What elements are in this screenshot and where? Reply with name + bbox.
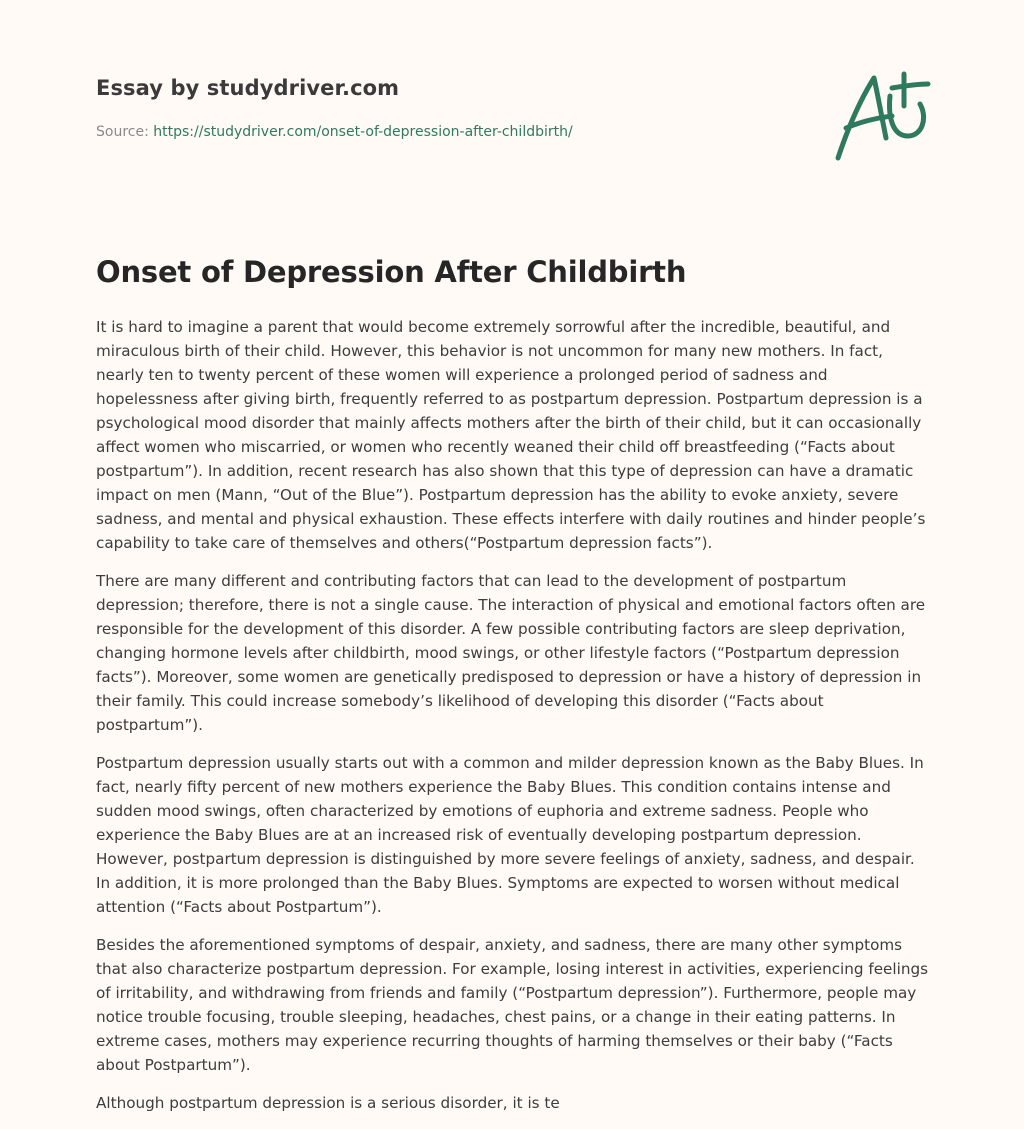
source-label: Source:	[96, 124, 154, 140]
paragraph: There are many different and contributing factors that can lead to the development of postpartum depression; therefore, there is not a single cause. The interaction of physical and emotional factors often are responsible for the development of this disorder. A few possible contributing factors are sleep deprivation, changing hormone levels after childbirth, mood swings, or other lifestyle factors (“Postpartum depression facts”). Moreover, some women are genetically predisposed to depression or have a history of depression in their family. This could increase somebody’s likelihood of developing this disorder (“Facts about postpartum”).	[96, 572, 926, 734]
article-title: Onset of Depression After Childbirth	[96, 255, 687, 289]
paragraph-truncated: Although postpartum depression is a serious disorder, it is te	[96, 1094, 560, 1112]
paragraph: It is hard to imagine a parent that would become extremely sorrowful after the incredible, beautiful, and miraculous birth of their child. However, this behavior is not uncommon for many new mothers. In fact, nearly ten to twenty percent of these women will experience a prolonged period of sadness and hopelessness after giving birth, frequently referred to as postpartum depression. Postpartum depression is a psychological mood disorder that mainly affects mothers after the birth of their child, but it can occasionally affect women who miscarried, or women who recently weaned their child off breastfeeding (“Facts about postpartum”). In addition, recent research has also shown that this type of depression can have a dramatic impact on men (Mann, “Out of the Blue”). Postpartum depression has the ability to evoke anxiety, severe sadness, and mental and physical exhaustion. These effects interfere with daily routines and hinder people’s capability to take care of themselves and others(“Postpartum depression facts”).	[96, 318, 926, 552]
page-header	[96, 0, 928, 200]
source-line	[96, 124, 573, 140]
brand-title: Essay by studydriver.com	[96, 76, 400, 100]
a-plus-logo-icon	[830, 66, 934, 166]
paragraph: Besides the aforementioned symptoms of despair, anxiety, and sadness, there are many other symptoms that also characterize postpartum depression. For example, losing interest in activities, experiencing feelings of irritability, and withdrawing from friends and family (“Postpartum depression”). Furthermore, people may notice trouble focusing, trouble sleeping, headaches, chest pains, or a change in their eating patterns. In extreme cases, mothers may experience recurring thoughts of harming themselves or their baby (“Facts about Postpartum”).	[96, 936, 929, 1074]
paragraph: Postpartum depression usually starts out with a common and milder depression known as the Baby Blues. In fact, nearly fifty percent of new mothers experience the Baby Blues. This condition contains intense and sudden mood swings, often characterized by emotions of euphoria and extreme sadness. People who experience the Baby Blues are at an increased risk of eventually developing postpartum depression. However, postpartum depression is distinguished by more severe feelings of anxiety, sadness, and despair. In addition, it is more prolonged than the Baby Blues. Symptoms are expected to worsen without medical attention (“Facts about Postpartum”).	[96, 754, 924, 916]
source-link[interactable]: https://studydriver.com/onset-of-depression-after-childbirth/	[153, 124, 573, 140]
article-body	[96, 315, 930, 1129]
